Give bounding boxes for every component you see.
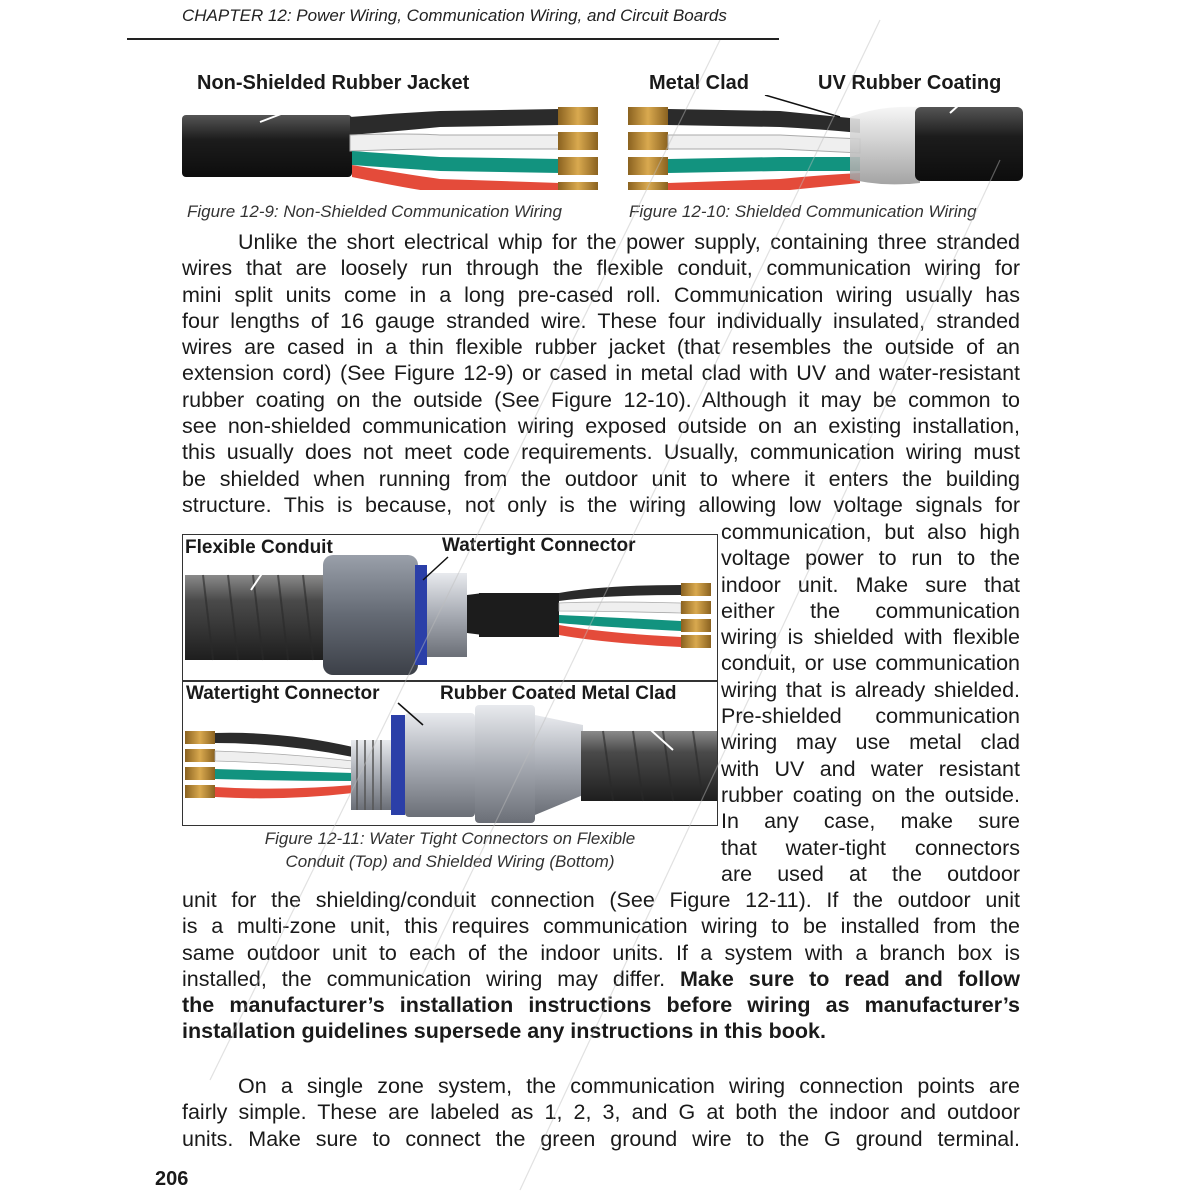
connector-nut <box>475 705 535 823</box>
copper-end <box>558 132 598 150</box>
fig-12-10-metal-label: Metal Clad <box>649 72 750 94</box>
text-line: is a multi-zone unit, this requires communication wiring to be installed from the <box>182 914 1020 939</box>
text-line: rubber coating on the outside. <box>721 782 1020 807</box>
cable-jacket <box>479 593 559 637</box>
text-line: unit for the shielding/conduit connection (See Figure 12-11). If the outdoor unit <box>182 888 1020 912</box>
black-wire <box>350 109 560 135</box>
green-wire <box>352 151 560 173</box>
connector-body <box>405 713 475 817</box>
text-line: fairly simple. These are labeled as 1, 2, 3, and G at both the indoor and outdoor <box>182 1100 1020 1125</box>
text-line: with UV and water resistant <box>721 756 1020 781</box>
fig-12-10-caption: Figure 12-10: Shielded Communication Wiring <box>629 202 977 221</box>
figure-12-11-illustration <box>183 535 717 825</box>
text-line: voltage power to run to the <box>721 546 1020 571</box>
fig-12-11-caption-line-1: Figure 12-11: Water Tight Connectors on Flexible <box>264 829 636 848</box>
connector-nut <box>323 555 418 675</box>
watertight-connector-bottom-label: Watertight Connector <box>186 683 380 704</box>
fig-12-9-caption: Figure 12-9: Non-Shielded Communication Wiring <box>187 202 562 221</box>
text-line: structure. This is because, not only is the wiring allowing low voltage signals for <box>182 492 1020 517</box>
text-line: wiring that is already shielded. <box>721 677 1020 702</box>
text-line: that water-tight connectors <box>721 835 1020 860</box>
text-line: this usually does not meet code requirements. Usually, communication wiring must <box>182 440 1020 465</box>
rubber-coated-metal-clad <box>581 731 717 801</box>
text-line: units. Make sure to connect the green ground wire to the G ground terminal. <box>182 1126 1020 1151</box>
chapter-header: CHAPTER 12: Power Wiring, Communication Wiring, and Circuit Boards <box>182 6 727 25</box>
fig-12-9-label: Non-Shielded Rubber Jacket <box>197 72 470 94</box>
text-line: wires are cased in a thin flexible rubber jacket (that resembles the outside of an <box>182 335 1020 360</box>
text-line: either the communication <box>721 598 1020 623</box>
text-line: communication, but also high <box>721 520 1020 544</box>
paragraph-1-continued <box>182 887 1020 1045</box>
text-line: On a single zone system, the communication wiring connection points are <box>238 1074 1020 1098</box>
copper-end <box>558 107 598 125</box>
text-line: be shielded when running from the outdoor unit to where it enters the building <box>182 466 1020 491</box>
figure-12-9-12-10-illustration <box>180 95 1025 190</box>
rubber-coated-metal-clad-label: Rubber Coated Metal Clad <box>440 683 677 704</box>
figure-12-11-box <box>182 534 718 826</box>
flexible-conduit-label: Flexible Conduit <box>185 537 333 558</box>
text-line: extension cord) (See Figure 12-9) or cased in metal clad with UV and water-resistant <box>182 361 1020 386</box>
page-number: 206 <box>155 1168 189 1190</box>
rubber-jacket <box>182 115 352 177</box>
shielded-cable <box>628 95 1023 190</box>
text-line-bold: the manufacturer’s installation instructions before wiring as manufacturer’s <box>182 993 1020 1018</box>
text-line: mini split units come in a long pre-cased roll. Communication wiring usually has <box>182 282 1020 307</box>
text-line: four lengths of 16 gauge stranded wire. These four individually insulated, stranded <box>182 308 1020 333</box>
text-line-bold: installation guidelines supersede any instructions in this book. <box>182 1019 826 1044</box>
flexible-conduit-assembly <box>185 555 711 675</box>
text-line: wiring is shielded with flexible <box>721 625 1020 650</box>
text-line: wiring may use metal clad <box>721 730 1020 755</box>
text-line: conduit, or use communication <box>721 651 1020 676</box>
text-line: In any case, make sure <box>721 809 1020 834</box>
blue-seal-ring <box>391 715 405 815</box>
text-line: same outdoor unit to each of the indoor units. If a system with a branch box is <box>182 940 1020 965</box>
text-line: see non-shielded communication wiring exposed outside on an existing installation, <box>182 414 1020 439</box>
connector-thread <box>427 573 467 657</box>
fig-12-11-caption-line-2: Conduit (Top) and Shielded Wiring (Bottom) <box>285 852 615 871</box>
watertight-connector-top-label: Watertight Connector <box>442 535 636 556</box>
paragraph-1-narrow <box>721 519 1020 887</box>
text-line: indoor unit. Make sure that <box>721 572 1020 597</box>
text-line-mixed <box>182 966 1020 992</box>
normal-text: installed, the communication wiring may differ. <box>182 966 666 991</box>
text-line: rubber coating on the outside (See Figure 12-10). Although it may be common to <box>182 387 1020 412</box>
text-line: Pre-shielded communication <box>721 704 1020 729</box>
header-rule <box>127 38 779 40</box>
text-line: Unlike the short electrical whip for the power supply, containing three stranded <box>238 230 1020 254</box>
copper-end <box>558 182 598 190</box>
paragraph-2 <box>182 1073 1020 1152</box>
blue-seal-ring <box>415 565 427 665</box>
copper-end <box>558 157 598 175</box>
bold-text: Make sure to read and follow <box>680 966 1020 991</box>
metal-clad <box>850 107 920 185</box>
fig-12-10-uv-label: UV Rubber Coating <box>818 72 1002 94</box>
paragraph-1-full <box>182 229 1020 518</box>
text-line: are used at the outdoor <box>721 861 1020 886</box>
white-wire <box>350 134 560 151</box>
shielded-wiring-assembly <box>185 703 717 823</box>
non-shielded-cable <box>182 103 598 190</box>
uv-rubber-coating <box>915 107 1023 181</box>
text-line: wires that are loosely run through the flexible conduit, communication wiring for <box>182 256 1020 281</box>
